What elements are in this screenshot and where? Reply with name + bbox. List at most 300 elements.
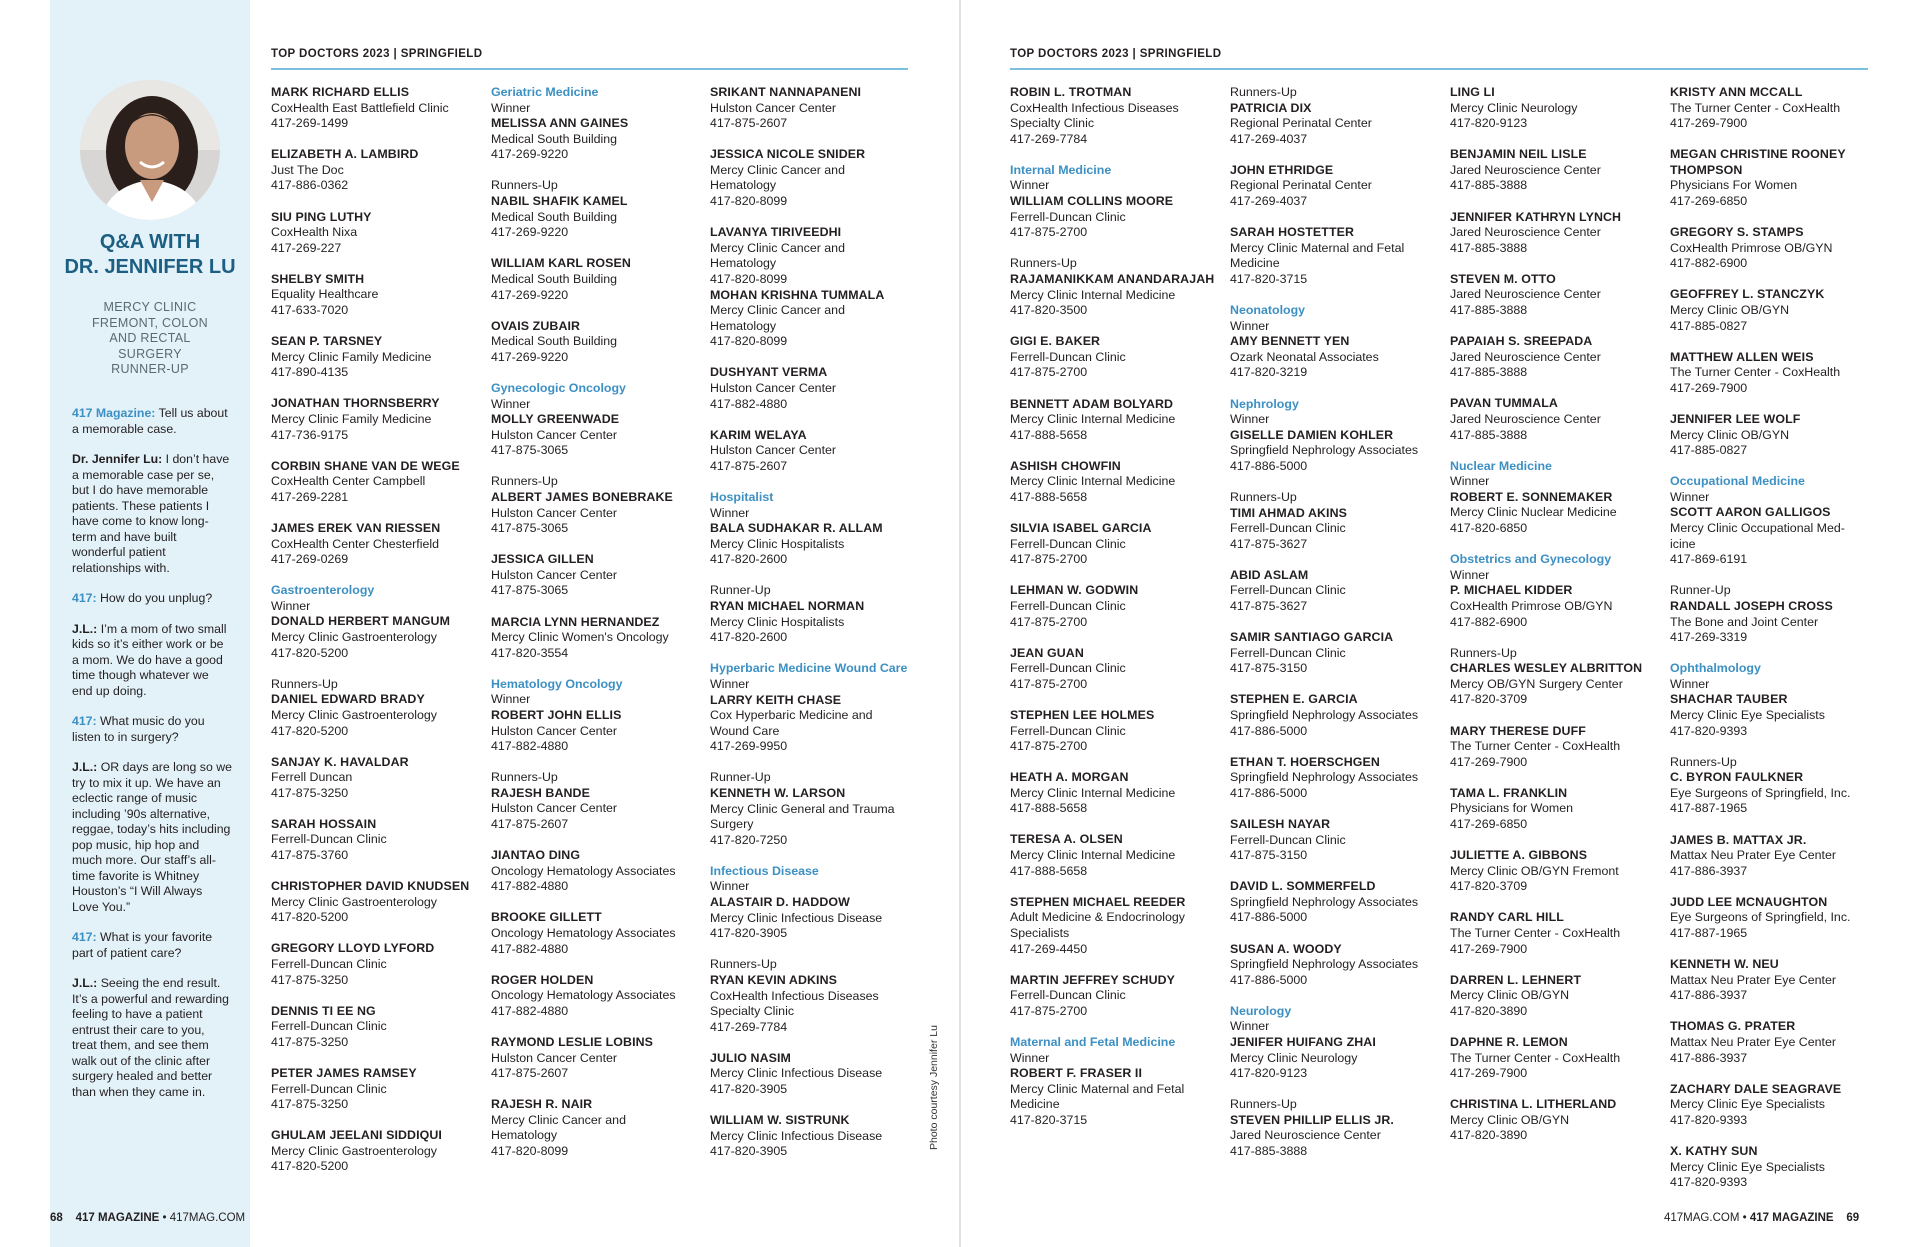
doctor-name: WILLIAM W. SISTRUNK: [710, 1113, 850, 1128]
clinic-name: CoxHealth Infectious Diseases: [710, 988, 879, 1003]
doctor-entry: [1230, 755, 1445, 802]
doctor-entry: [271, 521, 486, 568]
phone-number: 417-820-2600: [710, 630, 788, 645]
qa-text: Seeing the end result. It’s a powerful and rewarding feeling to have a patient entrust their care to you, treat them, and see them walk out of the clinic after surgery healed and better than when they came in.: [72, 976, 229, 1099]
qa-speaker: 417:: [72, 591, 97, 605]
doctor-name: ROBERT JOHN ELLIS: [491, 708, 622, 722]
doctor-entry: [710, 1051, 925, 1098]
award-label: Winner: [710, 879, 750, 894]
doctor-name: JENNIFER KATHRYN LYNCH: [1450, 209, 1622, 224]
phone-number: 417-820-5200: [271, 910, 349, 925]
clinic-name: Mercy Clinic OB/GYN: [1670, 303, 1790, 318]
specialty-heading: Nephrology: [1230, 396, 1299, 411]
doctor-name: JULIETTE A. GIBBONS: [1450, 848, 1588, 863]
clinic-name: Physicians For Women: [1670, 178, 1798, 193]
doctor-entry: [1670, 147, 1885, 209]
award-label: Winner: [1670, 489, 1710, 504]
doctor-entry: [1670, 474, 1885, 568]
clinic-name: Hulston Cancer Center: [491, 723, 618, 738]
award-label: Winner: [710, 505, 750, 520]
clinic-name: Mercy Clinic Occupational Med-: [1670, 521, 1845, 536]
folio-right: [1664, 1212, 1859, 1224]
listing-column: [1010, 85, 1225, 1144]
award-label: Winner: [1010, 178, 1050, 193]
doctor-name: LING LI: [1450, 85, 1495, 99]
clinic-name: Ferrell-Duncan Clinic: [1010, 661, 1126, 676]
doctor-name: DONALD HERBERT MANGUM: [271, 614, 450, 629]
doctor-entry: [1670, 412, 1885, 459]
doctor-name: CORBIN SHANE VAN DE WEGE: [271, 458, 460, 473]
clinic-name: Mercy Clinic Women's Oncology: [491, 630, 669, 645]
clinic-name: Specialty Clinic: [710, 1004, 795, 1019]
doctor-name: SARAH HOSTETTER: [1230, 225, 1355, 240]
clinic-name: Ozark Neonatal Associates: [1230, 349, 1379, 364]
clinic-name: Hematology: [710, 318, 777, 333]
doctor-entry: [1010, 256, 1225, 318]
clinic-name: Ferrell-Duncan Clinic: [271, 957, 387, 972]
doctor-name: SUSAN A. WOODY: [1230, 941, 1342, 956]
phone-number: 417-269-4037: [1230, 194, 1308, 209]
clinic-name: The Turner Center - CoxHealth: [1450, 739, 1621, 754]
qa-title: [50, 230, 250, 280]
phone-number: 417-875-2700: [1010, 1003, 1088, 1018]
clinic-name: CoxHealth Primrose OB/GYN: [1450, 598, 1613, 613]
doctor-entry: [271, 334, 486, 381]
doctor-entry: [271, 459, 486, 506]
clinic-name: Jared Neuroscience Center: [1450, 225, 1601, 240]
doctor-entry: [1450, 848, 1665, 895]
page-header-left: TOP DOCTORS 2023 | SPRINGFIELD: [271, 48, 483, 60]
clinic-name: CoxHealth Center Chesterfield: [271, 536, 440, 551]
clinic-name: Medical South Building: [491, 334, 618, 349]
doctor-entry: [1230, 225, 1445, 287]
award-label: Winner: [491, 396, 531, 411]
clinic-name: Mercy Clinic Neurology: [1230, 1050, 1358, 1065]
clinic-name: Medical South Building: [491, 271, 618, 286]
phone-number: 417-886-5000: [1230, 458, 1308, 473]
award-label: Winner: [1230, 412, 1270, 427]
doctor-name: JULIO NASIM: [710, 1050, 791, 1065]
doctor-entry: [1450, 724, 1665, 771]
qa-item: [72, 591, 232, 607]
doctor-entry: [710, 770, 925, 848]
doctor-entry: [1230, 1004, 1445, 1082]
phone-number: 417-269-6850: [1450, 816, 1528, 831]
qa-text: What music do you listen to in surgery?: [72, 714, 205, 744]
clinic-name: Adult Medicine & Endocrinology: [1010, 910, 1185, 925]
bullet: •: [162, 1212, 167, 1224]
clinic-name: Mercy Clinic Gastroenterology: [271, 707, 437, 722]
doctor-entry: [271, 1004, 486, 1051]
phone-number: 417-269-6850: [1670, 194, 1748, 209]
doctor-entry: [1450, 396, 1665, 443]
qa-speaker: 417:: [72, 714, 97, 728]
clinic-name: CoxHealth Infectious Diseases: [1010, 100, 1179, 115]
doctor-entry: [1670, 583, 1885, 645]
doctor-entry: [1450, 147, 1665, 194]
clinic-name: Mercy Clinic Hospitalists: [710, 536, 845, 551]
phone-number: 417-887-1965: [1670, 926, 1748, 941]
clinic-name: Springfield Nephrology Associates: [1230, 770, 1419, 785]
phone-number: 417-269-9220: [491, 225, 569, 240]
clinic-name: Medical South Building: [491, 131, 618, 146]
doctor-name: DENNIS TI EE NG: [271, 1003, 376, 1018]
photo-credit: Photo courtesy Jennifer Lu: [928, 1025, 940, 1150]
phone-number: 417-875-2700: [1010, 365, 1088, 380]
phone-number: 417-875-2607: [491, 1066, 569, 1081]
clinic-name: Mercy Clinic Internal Medicine: [1010, 785, 1176, 800]
doctor-name: AMY BENNETT YEN: [1230, 334, 1350, 349]
qa-item: [72, 714, 232, 745]
doctor-name: JESSICA GILLEN: [491, 552, 594, 567]
doctor-entry: [491, 770, 706, 832]
phone-number: 417-886-3937: [1670, 1050, 1748, 1065]
doctor-entry: [1670, 661, 1885, 739]
doctor-entry: [491, 1035, 706, 1082]
phone-number: 417-875-2700: [1010, 614, 1088, 629]
doctor-entry: [1010, 895, 1225, 957]
clinic-name: Springfield Nephrology Associates: [1230, 708, 1419, 722]
phone-number: 417-875-2700: [1010, 739, 1088, 754]
phone-number: 417-820-3905: [710, 1081, 788, 1096]
doctor-entry: [1670, 350, 1885, 397]
clinic-name: Mercy Clinic Eye Specialists: [1670, 708, 1825, 722]
phone-number: 417-887-1965: [1670, 801, 1748, 816]
doctor-entry: [271, 1066, 486, 1113]
clinic-name: Mercy Clinic Hospitalists: [710, 614, 845, 629]
clinic-name: Mercy Clinic Cancer and: [710, 162, 845, 177]
phone-number: 417-875-3150: [1230, 661, 1308, 676]
qa-text: I don’t have a memorable case per se, but I do have memorable patients. These patients I have come to know long-term and have built wonderful patient relationships with.: [72, 452, 230, 575]
phone-number: 417-885-3888: [1450, 303, 1528, 318]
doctor-name: GHULAM JEELANI SIDDIQUI: [271, 1128, 442, 1143]
doctor-name: JONATHAN THORNSBERRY: [271, 396, 440, 411]
doctor-entry: [1450, 786, 1665, 833]
doctor-entry: [271, 147, 486, 194]
clinic-name: The Bone and Joint Center: [1670, 614, 1819, 629]
doctor-entry: [491, 474, 706, 536]
phone-number: 417-888-5658: [1010, 427, 1088, 442]
clinic-name: Mattax Neu Prater Eye Center: [1670, 972, 1836, 987]
doctor-name: ROBERT E. SONNEMAKER: [1450, 489, 1613, 504]
doctor-name: PETER JAMES RAMSEY: [271, 1066, 417, 1080]
listing-column: [1670, 85, 1885, 1206]
clinic-name: Hulston Cancer Center: [491, 801, 618, 816]
clinic-name: Hulston Cancer Center: [710, 443, 837, 458]
listing-column: [710, 85, 925, 1175]
doctor-name: GEOFFREY L. STANCZYK: [1670, 287, 1825, 302]
qa-speaker: J.L.:: [72, 976, 98, 990]
phone-number: 417-820-8099: [491, 1144, 569, 1159]
award-label: Runners-Up: [1450, 645, 1517, 660]
clinic-name: Oncology Hematology Associates: [491, 863, 676, 878]
clinic-name: Jared Neuroscience Center: [1450, 349, 1601, 364]
doctor-entry: [491, 319, 706, 366]
phone-number: 417-820-7250: [710, 832, 788, 847]
phone-number: 417-820-8099: [710, 194, 788, 209]
phone-number: 417-269-7900: [1450, 941, 1528, 956]
doctor-entry: [1010, 397, 1225, 444]
doctor-name: KARIM WELAYA: [710, 427, 807, 442]
doctor-name: KENNETH W. LARSON: [710, 785, 846, 800]
doctor-entry: [710, 147, 925, 209]
doctor-entry: [1010, 521, 1225, 568]
clinic-name: Springfield Nephrology Associates: [1230, 957, 1419, 972]
magazine-name: 417 MAGAZINE: [75, 1212, 160, 1224]
clinic-name: Mercy Clinic Infectious Disease: [710, 910, 883, 925]
clinic-name: Mercy Clinic Family Medicine: [271, 349, 432, 364]
phone-number: 417-875-2607: [491, 817, 569, 832]
clinic-name: Hulston Cancer Center: [491, 505, 618, 520]
doctor-name: WILLIAM COLLINS MOORE: [1010, 194, 1174, 209]
clinic-name: CoxHealth Primrose OB/GYN: [1670, 240, 1833, 255]
qa-text: Tell us about a memorable case.: [72, 406, 228, 436]
doctor-entry: [1670, 85, 1885, 132]
doctor-entry: [1670, 287, 1885, 334]
doctor-entry: [1670, 957, 1885, 1004]
clinic-name: The Turner Center - CoxHealth: [1670, 365, 1841, 380]
doctor-name: RAJESH BANDE: [491, 785, 590, 800]
doctor-name: MATTHEW ALLEN WEIS: [1670, 349, 1814, 364]
phone-number: 417-875-2700: [1010, 676, 1088, 691]
doctor-name: MEGAN CHRISTINE ROONEY: [1670, 147, 1846, 162]
phone-number: 417-869-6191: [1670, 552, 1748, 567]
doctor-name: RAJAMANIKKAM ANANDARAJAH: [1010, 271, 1215, 286]
clinic-name: Mattax Neu Prater Eye Center: [1670, 1035, 1836, 1049]
phone-number: 417-875-3250: [271, 972, 349, 987]
clinic-name: Ferrell-Duncan Clinic: [1010, 349, 1126, 364]
doctor-name: SHELBY SMITH: [271, 271, 365, 286]
phone-number: 417-875-3250: [271, 1097, 349, 1112]
clinic-name: The Turner Center - CoxHealth: [1450, 1050, 1621, 1065]
bullet: •: [1742, 1212, 1747, 1224]
clinic-name: Mercy Clinic Maternal and Fetal: [1230, 240, 1405, 255]
doctor-name: THOMAS G. PRATER: [1670, 1019, 1796, 1034]
clinic-name: CoxHealth Nixa: [271, 225, 358, 240]
phone-number: 417-269-7784: [710, 1019, 788, 1034]
doctor-name: DAVID L. SOMMERFELD: [1230, 879, 1376, 894]
doctor-entry: [710, 85, 925, 132]
award-label: Winner: [1450, 474, 1490, 489]
doctor-name: DANIEL EDWARD BRADY: [271, 692, 425, 707]
doctor-name: SIU PING LUTHY: [271, 209, 372, 224]
phone-number: 417-820-3715: [1010, 1112, 1088, 1127]
qa-text: I’m a mom of two small kids so it’s either work or be a mom. We do have a good time though whatever we end up doing.: [72, 621, 227, 698]
clinic-name: The Turner Center - CoxHealth: [1450, 925, 1621, 940]
doctor-name: ZACHARY DALE SEAGRAVE: [1670, 1081, 1842, 1096]
doctor-name: STEPHEN LEE HOLMES: [1010, 707, 1155, 722]
subtitle-line: SURGERY: [118, 346, 182, 361]
phone-number: 417-269-2281: [271, 489, 349, 504]
award-label: Runners-Up: [271, 676, 338, 691]
phone-number: 417-888-5658: [1010, 801, 1088, 816]
award-label: Runners-Up: [491, 474, 558, 489]
doctor-entry: [1670, 225, 1885, 272]
award-label: Winner: [1230, 1019, 1270, 1034]
clinic-name: Eye Surgeons of Springfield, Inc.: [1670, 910, 1851, 925]
phone-number: 417-820-9393: [1670, 723, 1748, 738]
doctor-entry: [1230, 163, 1445, 210]
doctor-entry: [491, 381, 706, 459]
doctor-entry: [491, 1097, 706, 1159]
clinic-name: Oncology Hematology Associates: [491, 988, 676, 1003]
website: 417MAG.COM: [1664, 1212, 1740, 1224]
doctor-entry: [271, 210, 486, 257]
award-label: Winner: [491, 100, 531, 115]
header-rule-left: [271, 68, 908, 70]
doctor-name: ETHAN T. HOERSCHGEN: [1230, 754, 1380, 769]
award-label: Runners-Up: [1670, 754, 1737, 769]
clinic-name: Mercy Clinic General and Trauma: [710, 801, 895, 816]
phone-number: 417-269-4037: [1230, 131, 1308, 146]
doctor-entry: [1450, 973, 1665, 1020]
qa-speaker: J.L.:: [72, 760, 98, 774]
clinic-name: Mercy Clinic Gastroenterology: [271, 1143, 437, 1158]
doctor-name: DUSHYANT VERMA: [710, 365, 828, 380]
phone-number: 417-875-2700: [1010, 225, 1088, 240]
doctor-entry: [491, 178, 706, 240]
doctor-name: MOHAN KRISHNA TUMMALA: [710, 287, 885, 302]
doctor-name: RAYMOND LESLIE LOBINS: [491, 1035, 654, 1049]
phone-number: 417-269-227: [271, 240, 342, 255]
doctor-name: PAVAN TUMMALA: [1450, 396, 1558, 411]
phone-number: 417-269-0269: [271, 552, 349, 567]
doctor-name: JEAN GUAN: [1010, 645, 1084, 660]
doctor-name: JENNIFER LEE WOLF: [1670, 412, 1801, 426]
doctor-entry: [1670, 895, 1885, 942]
doctor-name: SAILESH NAYAR: [1230, 816, 1331, 831]
doctor-name: STEPHEN MICHAEL REEDER: [1010, 894, 1186, 909]
qa-speaker: J.L.:: [72, 621, 98, 636]
doctor-name: JENIFER HUIFANG ZHAI: [1230, 1035, 1376, 1049]
listing-column: [271, 85, 486, 1191]
doctor-entry: [1230, 568, 1445, 615]
clinic-name: Springfield Nephrology Associates: [1230, 443, 1419, 458]
doctor-name: MARY THERESE DUFF: [1450, 723, 1586, 738]
doctor-entry: [710, 583, 925, 645]
clinic-name: Mercy Clinic OB/GYN: [1450, 1112, 1570, 1127]
doctor-entry: [1010, 708, 1225, 755]
award-label: Runners-Up: [1010, 256, 1077, 271]
clinic-name: Specialists: [1010, 925, 1070, 940]
phone-number: 417-269-7900: [1670, 116, 1748, 131]
doctor-entry: [1230, 85, 1445, 147]
doctor-entry: [271, 1128, 486, 1175]
phone-number: 417-269-9220: [491, 349, 569, 364]
award-label: Runners-Up: [491, 178, 558, 193]
phone-number: 417-875-2700: [1010, 552, 1088, 567]
clinic-name: Mercy Clinic Internal Medicine: [1010, 412, 1176, 427]
clinic-name: Hematology: [491, 1128, 558, 1143]
phone-number: 417-269-3319: [1670, 630, 1748, 645]
doctor-name: RYAN KEVIN ADKINS: [710, 972, 838, 987]
doctor-name: X. KATHY SUN: [1670, 1143, 1758, 1158]
doctor-name: ASHISH CHOWFIN: [1010, 458, 1121, 473]
doctor-entry: [1670, 1144, 1885, 1191]
clinic-name: Mercy Clinic Cancer and: [710, 240, 845, 255]
doctor-name: BENNETT ADAM BOLYARD: [1010, 396, 1174, 411]
clinic-name: Just The Doc: [271, 162, 344, 177]
qa-text: What is your favorite part of patient care?: [72, 930, 213, 960]
phone-number: 417-875-3627: [1230, 536, 1308, 551]
clinic-name: Jared Neuroscience Center: [1450, 287, 1601, 302]
doctor-name: C. BYRON FAULKNER: [1670, 770, 1804, 785]
phone-number: 417-820-3905: [710, 926, 788, 941]
phone-number: 417-269-1499: [271, 116, 349, 131]
doctor-entry: [710, 225, 925, 287]
doctor-name: DAPHNE R. LEMON: [1450, 1034, 1568, 1049]
phone-number: 417-885-3888: [1450, 240, 1528, 255]
doctor-entry: [1010, 832, 1225, 879]
phone-number: 417-820-3219: [1230, 365, 1308, 380]
clinic-name: Mercy Clinic OB/GYN Fremont: [1450, 863, 1619, 878]
clinic-name: Mercy Clinic Infectious Disease: [710, 1066, 883, 1081]
doctor-entry: [710, 1113, 925, 1160]
phone-number: 417-820-9393: [1670, 1112, 1748, 1127]
doctor-entry: [710, 864, 925, 942]
clinic-name: Jared Neuroscience Center: [1450, 412, 1601, 426]
award-label: Winner: [1670, 676, 1710, 691]
qa-text: OR days are long so we try to mix it up. We have an eclectic range of music including ’90s alternative, reggae, today’s hits including pop music, hip hop and much more. Our staff’s all-time favorite is Whitney Houston’s “I Will Always Love You.”: [72, 760, 232, 914]
subtitle-line: MERCY CLINIC: [103, 300, 197, 314]
phone-number: 417-269-7900: [1450, 1066, 1528, 1081]
doctor-name: STEVEN M. OTTO: [1450, 271, 1556, 286]
clinic-name: Mercy Clinic Maternal and Fetal: [1010, 1081, 1185, 1096]
doctor-entry: [1010, 583, 1225, 630]
clinic-name: Ferrell-Duncan Clinic: [1010, 209, 1126, 224]
qa-title-line2: DR. JENNIFER LU: [64, 256, 236, 278]
clinic-name: Ferrell-Duncan Clinic: [271, 1019, 387, 1034]
specialty-heading: Gastroenterology: [271, 583, 375, 598]
doctor-entry: [1230, 817, 1445, 864]
phone-number: 417-820-3554: [491, 645, 569, 660]
phone-number: 417-885-3888: [1450, 427, 1528, 442]
clinic-name: Mercy Clinic Gastroenterology: [271, 630, 437, 645]
qa-item: [72, 760, 232, 915]
phone-number: 417-875-3250: [271, 785, 349, 800]
doctor-name: ROGER HOLDEN: [491, 972, 594, 987]
clinic-name: Mercy Clinic Family Medicine: [271, 412, 432, 426]
doctor-entry: [271, 879, 486, 926]
clinic-name: Ferrell-Duncan Clinic: [1010, 536, 1126, 551]
phone-number: 417-875-3760: [271, 848, 349, 863]
clinic-name: Eye Surgeons of Springfield, Inc.: [1670, 785, 1851, 800]
doctor-name: ROBIN L. TROTMAN: [1010, 85, 1132, 99]
doctor-name: PATRICIA DIX: [1230, 100, 1312, 115]
clinic-name: Ferrell-Duncan Clinic: [271, 1081, 387, 1096]
doctor-name: THOMPSON: [1670, 162, 1743, 177]
doctor-name: TIMI AHMAD AKINS: [1230, 505, 1348, 520]
award-label: Runner-Up: [710, 583, 771, 598]
doctor-name: STEPHEN E. GARCIA: [1230, 692, 1358, 707]
doctor-name: DARREN L. LEHNERT: [1450, 972, 1582, 987]
phone-number: 417-820-9123: [1450, 116, 1528, 131]
doctor-name: ELIZABETH A. LAMBIRD: [271, 147, 419, 162]
clinic-name: icine: [1670, 536, 1696, 551]
doctor-name: LAVANYA TIRIVEEDHI: [710, 225, 842, 240]
doctor-name: GIGI E. BAKER: [1010, 334, 1101, 349]
specialty-heading: Maternal and Fetal Medicine: [1010, 1034, 1176, 1049]
doctor-name: OVAIS ZUBAIR: [491, 318, 581, 333]
phone-number: 417-820-3905: [710, 1144, 788, 1159]
doctor-entry: [271, 817, 486, 864]
phone-number: 417-885-3888: [1450, 365, 1528, 380]
doctor-name: KENNETH W. NEU: [1670, 957, 1779, 972]
specialty-heading: Geriatric Medicine: [491, 85, 599, 99]
phone-number: 417-820-9123: [1230, 1066, 1308, 1081]
doctor-entry: [1010, 770, 1225, 817]
phone-number: 417-882-4880: [491, 941, 569, 956]
